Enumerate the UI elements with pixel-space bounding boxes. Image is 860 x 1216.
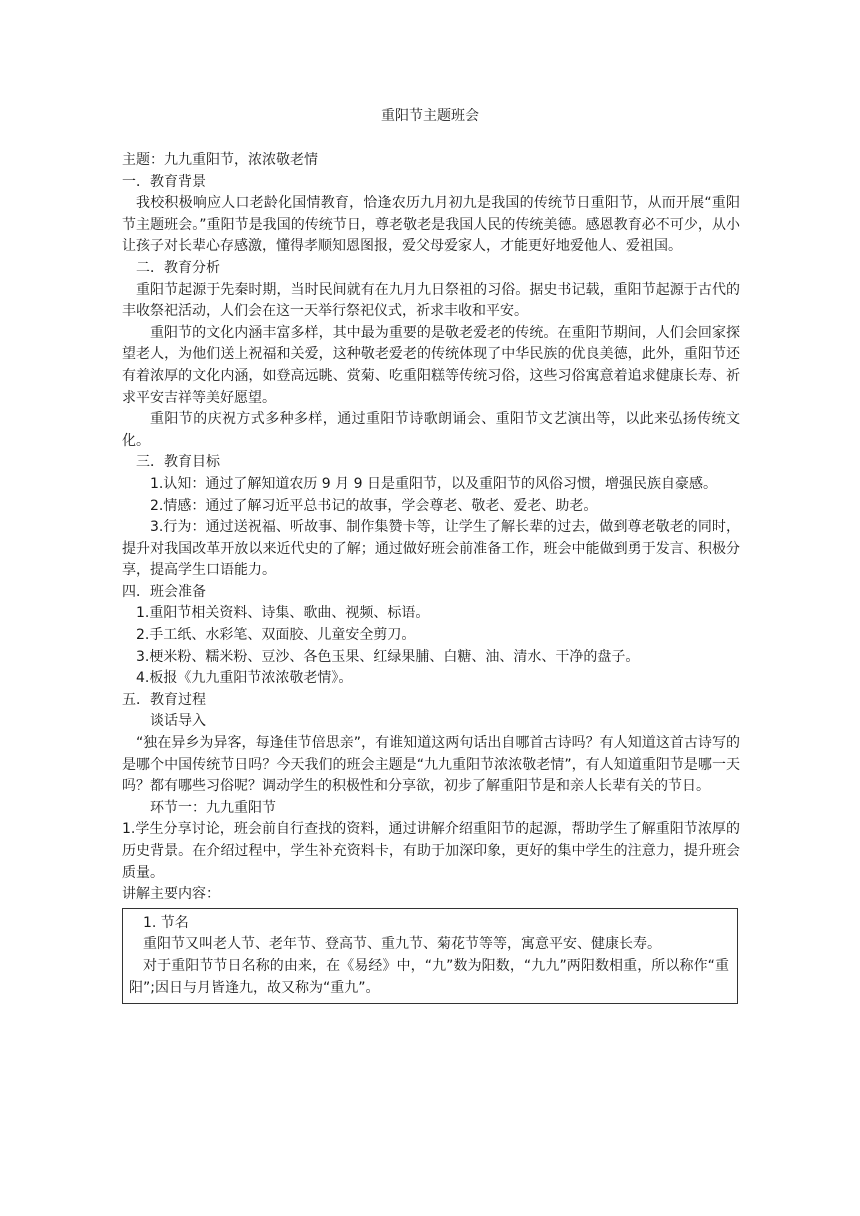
box-heading: 1. 节名	[143, 914, 189, 931]
content-box	[122, 908, 738, 1004]
goal-item-behavior: 3.行为：通过送祝福、听故事、制作集赞卡等，让学生了解长辈的过去，做到尊老敬老的同时，提升对我国改革开放以来近代史的了解；通过做好班会前准备工作，班会中能做到勇于发言、积极分享，提高学生口语能力。	[122, 519, 740, 579]
preparation-item-1: 1.重阳节相关资料、诗集、歌曲、视频、标语。	[136, 605, 430, 622]
link-one-paragraph: 1.学生分享讨论，班会前自行查找的资料，通过讲解介绍重阳节的起源，帮助学生了解重阳节浓厚的历史背景。在介绍过程中，学生补充资料卡，有助于加深印象，更好的集中学生的注意力，提升班会质量。	[122, 821, 740, 881]
section-heading-preparation: 四．班会准备	[122, 583, 206, 600]
goal-item-cognition: 1.认知：通过了解知道农历 9 月 9 日是重阳节，以及重阳节的风俗习惯，增强民族自豪感。	[150, 475, 717, 492]
analysis-paragraph-2: 重阳节的文化内涵丰富多样，其中最为重要的是敬老爱老的传统。在重阳节期间，人们会回家探望老人，为他们送上祝福和关爱，这种敬老爱老的传统体现了中华民族的优良美德，此外，重阳节还有着浓厚的文化内涵，如登高远眺、赏菊、吃重阳糕等传统习俗，这些习俗寓意着追求健康长寿、祈求平安吉祥等美好愿望。	[122, 324, 740, 406]
preparation-item-4: 4.板报《九九重阳节浓浓敬老情》。	[136, 670, 353, 687]
document-title: 重阳节主题班会	[381, 108, 479, 124]
analysis-paragraph-1: 重阳节起源于先秦时期，当时民间就有在九月九日祭祖的习俗。据史书记载，重阳节起源于古代的丰收祭祀活动，人们会在这一天举行祭祀仪式，祈求丰收和平安。	[122, 281, 740, 320]
box-paragraph-2: 对于重阳节节日名称的由来，在《易经》中，“九”数为阳数，“九九”两阳数相重，所以称作“重阳”;因日与月皆逢九，故又称为“重九”。	[129, 957, 729, 996]
theme-line: 主题：九九重阳节，浓浓敬老情	[122, 152, 318, 168]
intro-paragraph: “独在异乡为异客，每逢佳节倍思亲”，有谁知道这两句话出自哪首古诗吗？有人知道这首古诗写的是哪个中国传统节日吗？今天我们的班会主题是“九九重阳节浓浓敬老情”，有人知道重阳节是哪一天吗？都有哪些习俗呢？调动学生的积极性和分享欲，初步了解重阳节是和亲人长辈有关的节日。	[122, 735, 740, 795]
preparation-item-3: 3.梗米粉、糯米粉、豆沙、各色玉果、红绿果脯、白糖、油、清水、干净的盘子。	[136, 648, 640, 665]
section-heading-background: 一．教育背景	[122, 173, 206, 190]
background-paragraph: 我校积极响应人口老龄化国情教育，恰逢农历九月初九是我国的传统节日重阳节，从而开展“重阳节主题班会。”重阳节是我国的传统节日，尊老敬老是我国人民的传统美德。感恩教育必不可少，从小让孩子对长辈心存感激，懂得孝顺知恩图报，爱父母爱家人，才能更好地爱他人、爱祖国。	[122, 195, 740, 255]
section-heading-process: 五．教育过程	[122, 691, 206, 708]
analysis-paragraph-3: 重阳节的庆祝方式多种多样，通过重阳节诗歌朗诵会、重阳节文艺演出等，以此来弘扬传统文化。	[122, 411, 740, 449]
preparation-item-2: 2.手工纸、水彩笔、双面胶、儿童安全剪刀。	[136, 627, 416, 644]
section-heading-analysis: 二．教育分析	[136, 259, 220, 276]
goal-item-emotion: 2.情感：通过了解习近平总书记的故事，学会尊老、敬老、爱老、助老。	[150, 497, 598, 514]
link-one-heading: 环节一：九九重阳节	[150, 799, 276, 816]
intro-heading: 谈话导入	[150, 713, 206, 730]
main-content-label: 讲解主要内容：	[122, 886, 220, 903]
box-paragraph-1: 重阳节又叫老人节、老年节、登高节、重九节、菊花节等等，寓意平安、健康长寿。	[143, 936, 661, 953]
document-body	[122, 150, 740, 1004]
section-heading-goals: 三．教育目标	[136, 454, 220, 471]
